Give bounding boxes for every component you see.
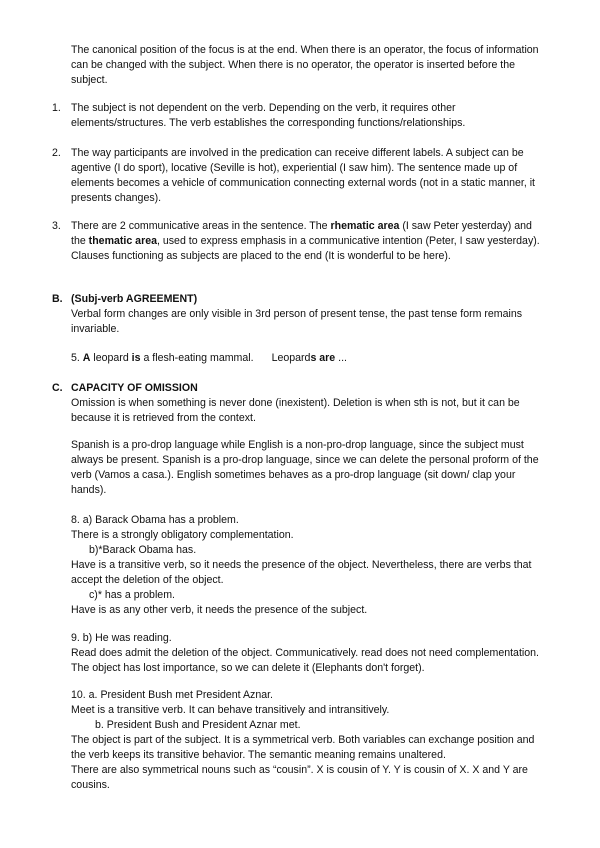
section-b-body: Verbal form changes are only visible in 3rd person of present tense, the past tense form remains invariable. [71,308,523,335]
section-title: (Subj-verb AGREEMENT) [71,293,198,305]
section-b-heading [52,292,541,307]
list-text: The way participants are involved in the predication can receive different labels. A subject can be agentive (I do sport), locative (Seville is hot), experiential (I saw him). The sentence made up of elements becomes a vehicle of communication connecting external words (not in a static manner, it presents changes). [71,147,536,204]
section-title: CAPACITY OF OMISSION [71,382,198,394]
example-9: 9. b) He was reading. Read does admit the deletion of the object. Communicatively. read does not need complementation. The object has lost importance, so we can delete it (Elephants don't forget). [71,632,539,674]
list-text: There are 2 communicative areas in the sentence. The rhematic area (I saw Peter yesterday) and the thematic area, used to express emphasis in a communicative intention (Peter, I saw yesterday). Clauses functioning as subjects are placed to the end (It is wonderful to be here). [71,220,540,262]
list-number: 1. [52,102,61,114]
example-10: 10. a. President Bush met President Aznar. Meet is a transitive verb. It can behave transitively and intransitively. b. President Bush and President Aznar met. The object is part of the subject. It is a symmetrical verb. Both variables can exchange position and the verb keeps its transitive behavior. The semantic meaning remains unaltered. There are also symmetrical nouns such as “cousin”. X is cousin of Y. Y is cousin of X. X and Y are cousins. [71,689,535,791]
section-letter: B. [52,293,63,305]
example-5: 5. A leopard is a flesh-eating mammal. Leopards are ... [71,352,347,364]
section-letter: C. [52,382,63,394]
thematic-area-term: thematic area [88,235,157,247]
omission-paragraph: Omission is when something is never done (inexistent). Deletion is when sth is not, but it can be because it is retrieved from the context. [71,397,520,424]
intro-paragraph: The canonical position of the focus is at the end. When there is an operator, the focus of information can be changed with the subject. When there is no operator, the operator is inserted before the subject. [71,44,539,86]
list-text: The subject is not dependent on the verb. Depending on the verb, it requires other elements/structures. The verb establishes the corresponding functions/relationships. [71,102,466,129]
list-item [52,101,541,131]
list-number: 2. [52,147,61,159]
example-8: 8. a) Barack Obama has a problem. There is a strongly obligatory complementation. b)*Barack Obama has. Have is a transitive verb, so it needs the presence of the object. Nevertheless, there are verbs that accept the deletion of the object. c)* has a problem. Have is as any other verb, it needs the presence of the subject. [71,514,532,616]
rhematic-area-term: rhematic area [330,220,400,232]
list-item [52,219,541,264]
section-c-heading [52,381,541,396]
list-number: 3. [52,220,61,232]
list-item [52,146,541,206]
pro-drop-paragraph: Spanish is a pro-drop language while English is a non-pro-drop language, since the subject must always be present. Spanish is a pro-drop language, since we can delete the personal proform of the verb (Vamos a casa.). English sometimes behaves as a pro-drop language (sit down/ clap your hands). [71,439,539,496]
